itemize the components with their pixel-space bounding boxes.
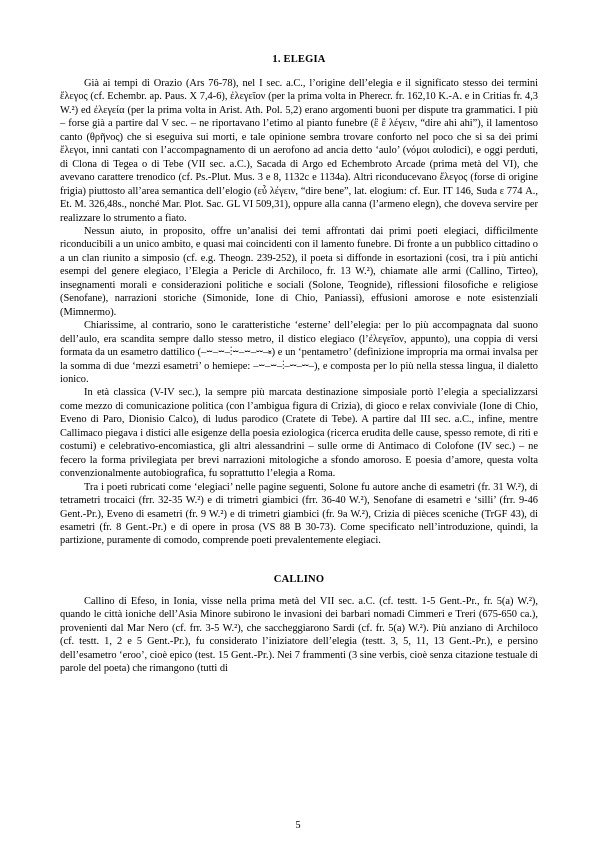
paragraph: Tra i poeti rubricati come ‘elegiaci’ nelle pagine seguenti, Solone fu autore anche di esametri (fr. 31 W.²), di tetrametri trocaici (frr. 32-35 W.²) e di trimetri giambici (frr. 36-40 W.²), Senofane di esametri e ‘silli’ (frr. 9-46 Gent.-Pr.), Eveno di esametri (fr. 9 W.²) e di trimetri giambici (fr. 9a W.²), Crizia di pièces sceniche (TrGF 43), di esametri (fr. 8 Gent.-Pr.) e di opere in prosa (VS 88 B 30-73). Come specificato nell’introduzione, quindi, la partizione, puramente di comodo, comprende poeti prevalentemente elegiaci.	[60, 481, 538, 547]
paragraph: In età classica (V-IV sec.), la sempre più marcata destinazione simposiale portò l’elegia a specializzarsi come mezzo di comunicazione politica (con l’ambigua figura di Crizia), di gioco e relax conviviale (Ione di Chio, Eveno di Paro, Dionisio Calco), di ludus parodico (Cratete di Tebe). A partire dal III sec. a.C., infine, mentre Callimaco piegava i distici alle esigenze della poesia eziologica (ricerca erudita delle cause, spesso remote, di riti e costumi) e celebrativo-encomiastica, gli altri alessandrini – sulle orme di Antimaco di Colofone (IV sec.) – ne fecero la forma privilegiata per brevi narrazioni mitologiche a sfondo amoroso. E poesia d’amore, questa volta convenzionalmente autobiografica, fu soprattutto l’elegia a Roma.	[60, 387, 538, 480]
paragraph: Callino di Efeso, in Ionia, visse nella prima metà del VII sec. a.C. (cf. testt. 1-5 Gent.-Pr., fr. 5(a) W.²), quando le città ioniche dell’Asia Minore subirono le invasioni dei barbari nomadi Cimmeri e Treri (675-650 ca.), provenienti dal Mar Nero (cf. frr. 3-5 W.²), che saccheggiarono Sardi (cf. fr. 5(a) W.²). Più anziano di Archiloco (cf. testt. 1, 2 e 5 Gent.-Pr.), fu considerato l’iniziatore dell’elegia (testt. 3, 5, 11, 13 Gent.-Pr.), e persino dell’esametro ‘eroo’, cioè epico (test. 15 Gent.-Pr.). Nei 7 frammenti (3 sine verbis, cioè senza citazione testuale di parole del poeta) che rimangono (tutti di	[60, 595, 538, 675]
paragraph: Nessun aiuto, in proposito, offre un’analisi dei temi affrontati dai primi poeti elegiaci, difficilmente riconducibili a un unico ambito, e quasi mai coincidenti con il lamento funebre. Di fronte a un pubblico cittadino o a un clan riunito a simposio (cf. e.g. Theogn. 239-252), il poeta si diffonde in esortazioni (così, tra i più antichi esempi del genere elegiaco, l’Elegia a Pericle di Archiloco, fr. 13 W.²), chiamate alle armi (Callino, Tirteo), insegnamenti morali e considerazioni politiche e sociali (Solone, Teognide), riflessioni filosofiche e religiose (Senofane), narrazioni storiche (Simonide, Ione di Chio, Paniassi), effusioni amorose e note esistenziali (Mimnermo).	[60, 225, 538, 318]
section-title-callino: CALLINO	[273, 573, 325, 585]
section-title-elegia: 1. ELEGIA	[272, 54, 326, 65]
page-body	[60, 48, 538, 676]
page-number: 5	[295, 820, 301, 831]
section-spacer	[60, 548, 538, 574]
paragraph: Chiarissime, al contrario, sono le caratteristiche ‘esterne’ dell’elegia: per lo più accompagnata dal suono dell’aulo, era scandita sempre dallo stesso metro, il distico elegiaco (l’ἐλεγεῖον, appunto), una coppia di versi formata da un esametro dattilico (–⏖–⏖–⁝⏖–⏖–⏑⏑–⏓) e un ‘pentametro’ (definizione impropria ma ormai invalsa per la somma di due ‘mezzi esametri’ o hemiepe: –⏖–⏖–⁝–⏑⏑–⏑⏑–), e composta per lo più nella stessa lingua, il dialetto ionico.	[60, 320, 538, 385]
paragraph: Già ai tempi di Orazio (Ars 76-78), nel I sec. a.C., l’origine dell’elegia e il significato stesso dei termini ἔλεγος (cf. Echembr. ap. Paus. X 7,4-6), ἐλεγεῖον (per la prima volta in Pherecr. fr. 162,10 K.-A. e in Critias fr. 4,3 W.²) ed ἐλεγεία (per la prima volta in Arist. Ath. Pol. 5,2) erano argomenti buoni per dispute tra grammatici. I più – forse già a partire dal V sec. – ne riportavano l’etimo al pianto funebre (ἒ ἒ λέγειν, “dire ahi ahi”), il lamentoso canto (θρῆνος) che si eseguiva sui morti, e tale opinione sembra trovare conforto nel poco che si sa dei primi ἔλεγοι, inni cantati con l’accompagnamento di un aerofono ad ancia detto ‘aulo’ (νόμοι αυlodici), e oggi perduti, di Clona di Tegea o di Tebe (VII sec. a.C.), Sacada di Argo ed Echembroto Arcade (prima metà del VI), che avevano carattere trenodico (cf. Ps.-Plut. Mus. 3 e 8, 1132c e 1134a). Altri riconducevano ἔλεγος (forse di origine frigia) piuttosto all’area semantica dell’elogio (εὖ λέγειν, “dire bene”, lat. elogium: cf. Eur. IT 146, Suda ε 774 A., Et. M. 326,48s., nonché Mar. Plot. Sac. GL VI 509,31), oppure alla canna (l’armeno elegn), che doveva servire per realizzare lo strumento a fiato.	[60, 78, 538, 224]
